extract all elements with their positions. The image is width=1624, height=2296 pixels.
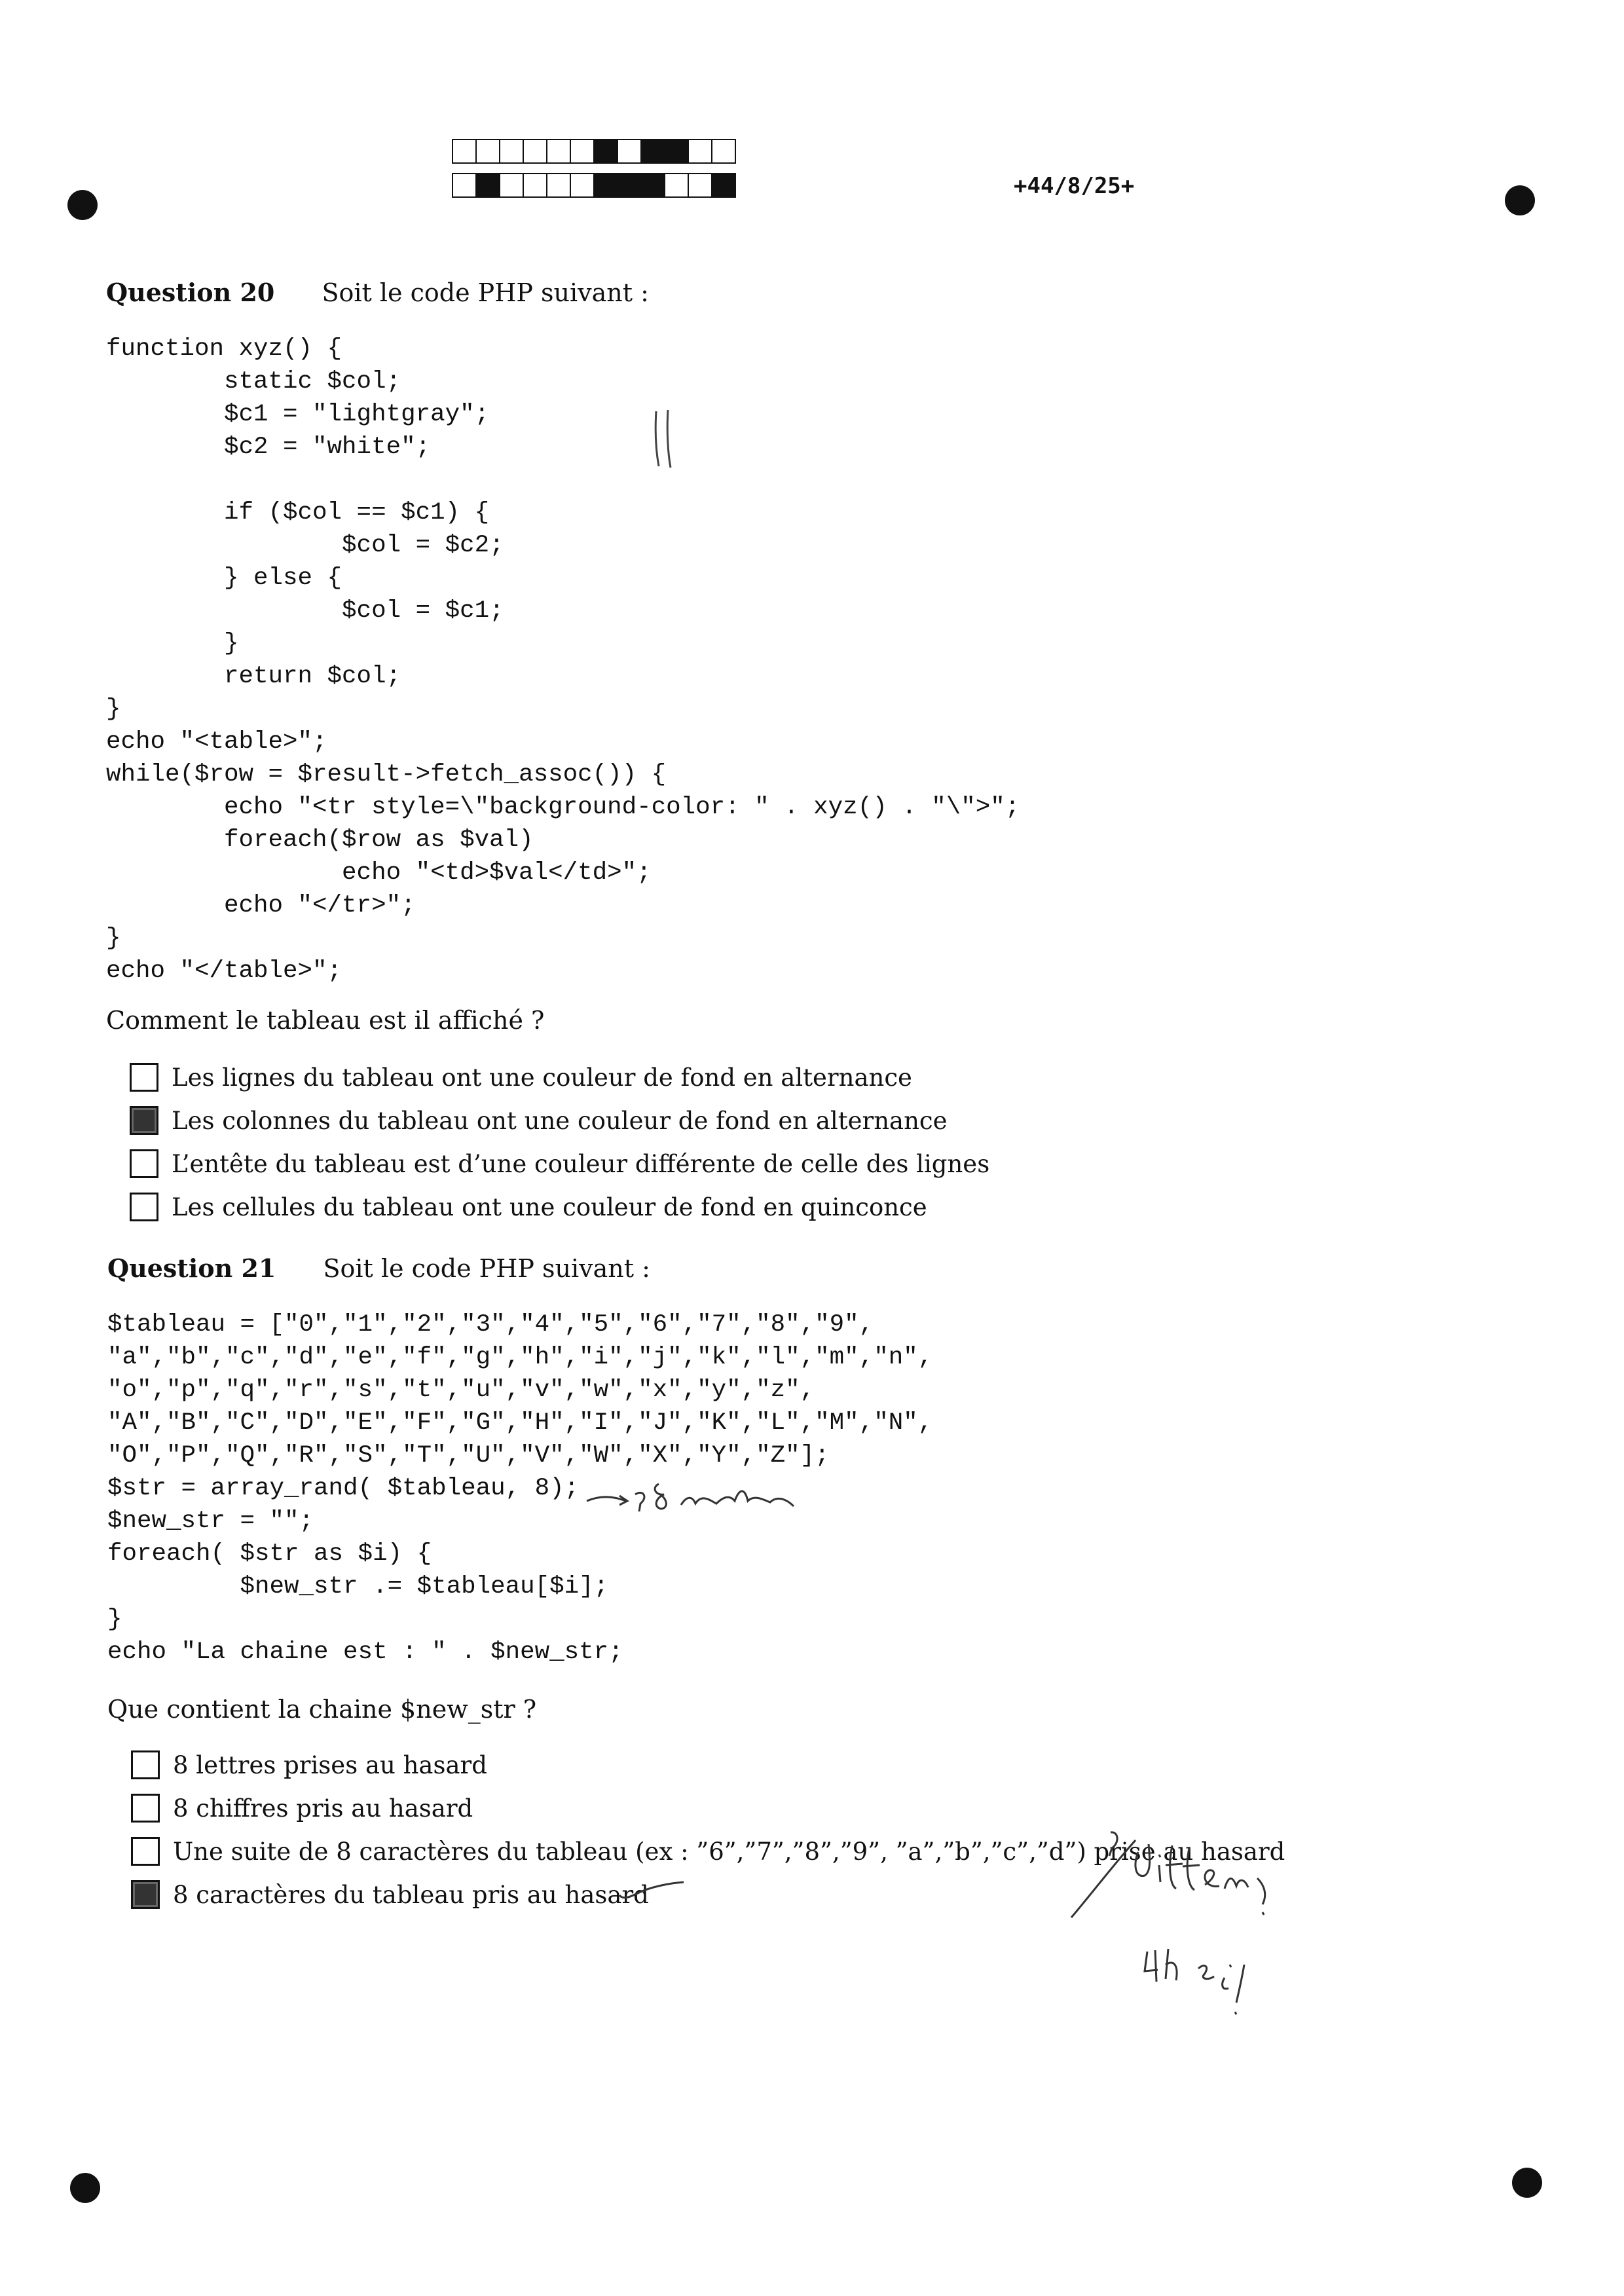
barcode-cell bbox=[711, 173, 736, 198]
barcode-cell bbox=[546, 139, 571, 164]
corner-mark bbox=[70, 2173, 100, 2203]
code-line: $c2 = "white"; bbox=[106, 434, 431, 461]
barcode-cell bbox=[475, 139, 500, 164]
code-line: } else { bbox=[106, 565, 342, 592]
code-line: static $col; bbox=[106, 368, 401, 396]
answer-checkbox[interactable] bbox=[130, 1106, 158, 1135]
answer-label: Les cellules du tableau ont une couleur de fond en quinconce bbox=[172, 1193, 927, 1221]
code-line: foreach($row as $val) bbox=[106, 826, 534, 854]
answer-label: L’entête du tableau est d’une couleur différente de celle des lignes bbox=[172, 1149, 990, 1178]
code-line: "o","p","q","r","s","t","u","v","w","x","y","z", bbox=[107, 1377, 815, 1404]
code-line: echo "</tr>"; bbox=[106, 892, 416, 919]
barcode-cell bbox=[593, 139, 618, 164]
answer-label: Les lignes du tableau ont une couleur de fond en alternance bbox=[172, 1063, 912, 1092]
handwritten-random-note bbox=[583, 1475, 805, 1521]
code-line: return $col; bbox=[106, 663, 401, 690]
corner-mark bbox=[1512, 2168, 1542, 2198]
answer-option[interactable] bbox=[130, 1142, 989, 1185]
code-line: while($row = $result->fetch_assoc()) { bbox=[106, 761, 667, 788]
answer-checkbox[interactable] bbox=[131, 1880, 160, 1909]
answer-option[interactable] bbox=[131, 1787, 1285, 1830]
barcode-cell bbox=[664, 139, 689, 164]
barcode-cell bbox=[499, 173, 524, 198]
barcode-cell bbox=[664, 173, 689, 198]
answer-label: Une suite de 8 caractères du tableau (ex : ”6”,”7”,”8”,”9”, ”a”,”b”,”c”,”d”) prise au hasard bbox=[173, 1837, 1285, 1866]
question-21-header bbox=[107, 1253, 650, 1283]
code-line: "a","b","c","d","e","f","g","h","i","j","k","l","m","n", bbox=[107, 1344, 933, 1371]
code-line: "A","B","C","D","E","F","G","H","I","J","K","L","M","N", bbox=[107, 1409, 933, 1437]
answer-label: Les colonnes du tableau ont une couleur de fond en alternance bbox=[172, 1106, 948, 1135]
barcode-cell bbox=[475, 173, 500, 198]
answer-checkbox[interactable] bbox=[131, 1794, 160, 1823]
answer-label: 8 caractères du tableau pris au hasard bbox=[173, 1880, 649, 1909]
barcode-cell bbox=[499, 139, 524, 164]
barcode-cell bbox=[570, 173, 595, 198]
answer-choices bbox=[130, 1056, 989, 1229]
answer-checkbox[interactable] bbox=[131, 1837, 160, 1866]
code-line: $c1 = "lightgray"; bbox=[106, 401, 490, 428]
barcode-row-2 bbox=[452, 173, 735, 198]
barcode-cell bbox=[640, 173, 665, 198]
code-line: } bbox=[106, 630, 239, 657]
code-line: echo "</table>"; bbox=[106, 957, 342, 985]
answer-checkbox[interactable] bbox=[131, 1750, 160, 1779]
php-code-block bbox=[106, 333, 1020, 988]
answer-option[interactable] bbox=[130, 1099, 989, 1142]
barcode-cell bbox=[593, 173, 618, 198]
answer-label: 8 chiffres pris au hasard bbox=[173, 1794, 473, 1823]
code-line: $col = $c1; bbox=[106, 597, 504, 625]
handwritten-margin-note-2 bbox=[1139, 1938, 1257, 2017]
code-line: $new_str = ""; bbox=[107, 1508, 314, 1535]
handwritten-check-tick bbox=[616, 1877, 688, 1903]
barcode-cell bbox=[570, 139, 595, 164]
code-line: function xyz() { bbox=[106, 335, 342, 363]
handwritten-margin-note-difference bbox=[1067, 1826, 1277, 1924]
answer-option[interactable] bbox=[131, 1743, 1285, 1787]
question-prompt: Comment le tableau est il affiché ? bbox=[106, 1006, 545, 1035]
barcode-row-1 bbox=[452, 139, 735, 164]
answer-option[interactable] bbox=[130, 1056, 989, 1099]
code-line: $col = $c2; bbox=[106, 532, 504, 559]
code-line: echo "<table>"; bbox=[106, 728, 327, 756]
code-line: echo "<tr style=\"background-color: " . xyz() . "\">"; bbox=[106, 794, 1020, 821]
code-line: "O","P","Q","R","S","T","U","V","W","X","Y","Z"]; bbox=[107, 1442, 830, 1470]
code-line: $new_str .= $tableau[$i]; bbox=[107, 1573, 609, 1601]
barcode-cell bbox=[523, 139, 547, 164]
barcode-cell bbox=[688, 139, 712, 164]
page-id: +44/8/25+ bbox=[1014, 173, 1135, 199]
barcode-cell bbox=[617, 139, 642, 164]
question-prompt: Que contient la chaine $new_str ? bbox=[107, 1695, 537, 1724]
barcode-cell bbox=[640, 139, 665, 164]
code-line: echo "La chaine est : " . $new_str; bbox=[107, 1639, 623, 1666]
question-intro: Soit le code PHP suivant : bbox=[323, 1254, 650, 1283]
code-line: foreach( $str as $i) { bbox=[107, 1540, 432, 1568]
code-line: $tableau = ["0","1","2","3","4","5","6","7","8","9", bbox=[107, 1311, 874, 1339]
question-20-header bbox=[106, 278, 649, 307]
barcode-cell bbox=[546, 173, 571, 198]
barcode-cell bbox=[523, 173, 547, 198]
barcode-cell bbox=[617, 173, 642, 198]
answer-option[interactable] bbox=[130, 1185, 989, 1229]
corner-mark bbox=[1505, 185, 1535, 215]
answer-checkbox[interactable] bbox=[130, 1149, 158, 1178]
corner-mark bbox=[67, 190, 98, 220]
code-line: } bbox=[106, 925, 121, 952]
code-line: echo "<td>$val</td>"; bbox=[106, 859, 652, 887]
answer-checkbox[interactable] bbox=[130, 1193, 158, 1221]
php-code-block bbox=[107, 1308, 932, 1669]
barcode-cell bbox=[452, 139, 477, 164]
question-label: Question 20 bbox=[106, 278, 275, 307]
answer-label: 8 lettres prises au hasard bbox=[173, 1750, 487, 1779]
code-line bbox=[106, 464, 1020, 496]
code-line: $str = array_rand( $tableau, 8); bbox=[107, 1475, 580, 1502]
question-label: Question 21 bbox=[107, 1253, 276, 1283]
barcode-cell bbox=[688, 173, 712, 198]
barcode-cell bbox=[711, 139, 736, 164]
question-intro: Soit le code PHP suivant : bbox=[322, 278, 649, 307]
handwritten-double-stroke-mark bbox=[648, 406, 688, 472]
answer-checkbox[interactable] bbox=[130, 1063, 158, 1092]
code-line: if ($col == $c1) { bbox=[106, 499, 490, 527]
code-line: } bbox=[107, 1606, 122, 1633]
code-line: } bbox=[106, 695, 121, 723]
barcode-cell bbox=[452, 173, 477, 198]
